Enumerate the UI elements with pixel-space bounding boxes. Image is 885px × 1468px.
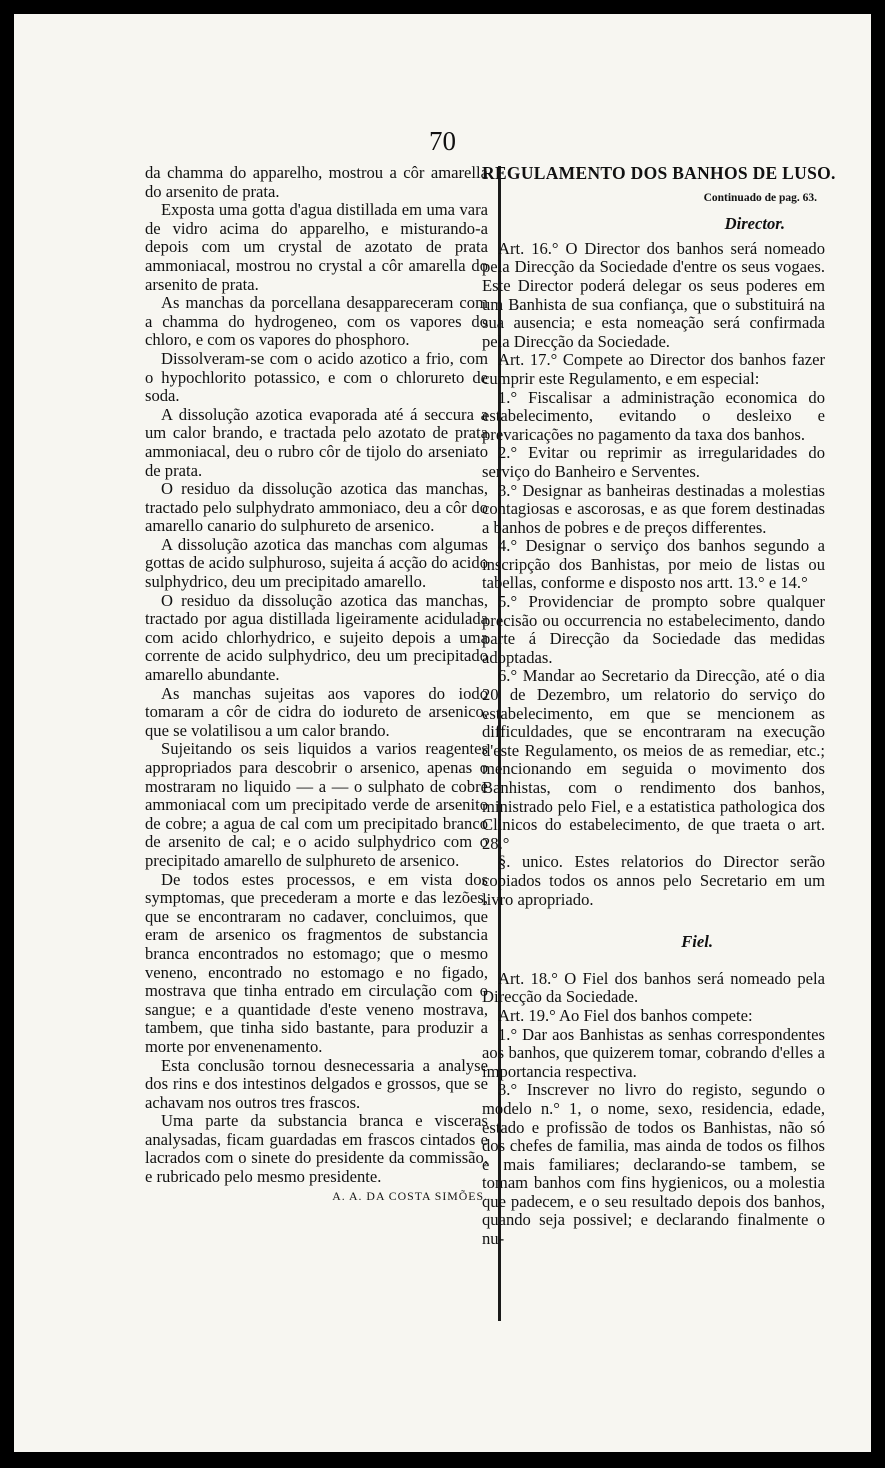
article-paragraph: Art. 16.° O Director dos banhos será nomeado pela Direcção da Sociedade d'entre os seus vogaes. Este Director poderá delegar os seus poderes em um Banhista de sua confiança, que o substituirá na sua ausencia; e esta nomeação será confirmada pela Direcção da Sociedade. — [482, 238, 825, 351]
right-column — [482, 163, 836, 1249]
article-paragraph: 1.° Dar aos Banhistas as senhas correspondentes aos banhos, que quizerem tomar, cobrando d'elles a importancia respectiva. — [482, 1024, 825, 1081]
article-paragraph: Art. 17.° Compete ao Director dos banhos fazer cumprir este Regulamento, e em especial: — [482, 350, 825, 388]
paragraph: da chamma do apparelho, mostrou a côr amarella do arsenito de prata. — [145, 163, 488, 201]
paragraph: Esta conclusão tornou desnecessaria a analyse dos rins e dos intestinos delgados e grossos, que se achavam nos outros tres frascos. — [145, 1055, 488, 1112]
paragraph: De todos estes processos, e em vista dos symptomas, que precederam a morte e das lezões, que se encontraram no cadaver, concluimos, que eram de arsenico os fragmentos de substancia branca encontrados no estomago; que o mesmo veneno, encontrado no estomago e no figado, mostrava que tinha entrado em circulação com o sangue; e a quantidade d'este veneno mostrava, tambem, que tinha sido bastante, para produzir a morte por envenenamento. — [145, 869, 488, 1056]
article-paragraph: 2.° Evitar ou reprimir as irregularidades do serviço do Banheiro e Serventes. — [482, 443, 825, 481]
paragraph: Exposta uma gotta d'agua distillada em uma vara de vidro acima do apparelho, e misturando-a depois com um crystal de azotato de prata ammoniacal, mostrou no crystal a côr amarella do arsenito de prata. — [145, 200, 488, 294]
article-paragraph: §. unico. Estes relatorios do Director serão copiados todos os annos pelo Secretario em um livro apropriado. — [482, 852, 825, 909]
article-paragraph: Art. 18.° O Fiel dos banhos será nomeado pela Direcção da Sociedade. — [482, 968, 825, 1007]
article-paragraph: 4.° Designar o serviço dos banhos segundo a inscripção dos Banhistas, por meio de listas ou tabellas, conforme e disposto nos artt. 13.° e 14.° — [482, 536, 825, 593]
article-paragraph: 1.° Fiscalisar a administração economica do estabelecimento, evitando o desleixo e prevaricações no pagamento da taxa dos banhos. — [482, 387, 825, 444]
paragraph: As manchas da porcellana desappareceram com a chamma do hydrogeneo, com os vapores do chloro, e com os vapores do phosphoro. — [145, 293, 488, 350]
article-paragraph: 5.° Providenciar de prompto sobre qualquer precisão ou occurrencia no estabelecimento, dando parte á Direcção da Sociedade das medidas adoptadas. — [482, 592, 825, 667]
paragraph: O residuo da dissolução azotica das manchas, tractado por agua distillada ligeiramente acidulada com acido chlorhydrico, e sujeito depois a uma corrente de acido sulphydrico, deu um precipitado amarello abundante. — [145, 590, 488, 685]
paragraph: O residuo da dissolução azotica das manchas, tractado pelo sulphydrato ammoniaco, deu a côr do amarello canario do sulphureto de arsenico. — [145, 479, 488, 536]
author-signature: A. A. DA COSTA SIMÕES. — [332, 1188, 488, 1203]
director-heading: Director. — [724, 214, 785, 234]
article-paragraph: 6.° Mandar ao Secretario da Direcção, até o dia 20 de Dezembro, um relatorio do serviço do estabelecimento, em que se mencionem as difficuldades, que se encontraram na execução d'este Regulamento, os meios de as remediar, etc.; mencionando em seguida o movimento dos Banhistas, com o rendimento dos banhos, ministrado pelo Fiel, e a estatistica pathologica dos Clinicos do estabelecimento, de que traeta o art. 28.° — [482, 666, 825, 853]
page-number: 70 — [429, 126, 456, 156]
paragraph: As manchas sujeitas aos vapores do iodo tomaram a côr de cidra do iodureto de arsenico, que se volatilisou a um calor brando. — [145, 683, 488, 740]
paragraph: A dissolução azotica das manchas com algumas gottas de acido sulphuroso, sujeita á acção do acido sulphydrico, deu um precipitado amarello. — [145, 534, 488, 592]
left-column — [145, 164, 488, 1205]
continued-note: Continuado de pag. 63. — [703, 191, 817, 204]
document-page — [14, 14, 871, 1452]
article-paragraph: 3.° Inscrever no livro do registo, segundo o modelo n.° 1, o nome, sexo, residencia, edade, estado e profissão de todos os Banhistas, não só dos chefes de familia, mas ainda de todos os filhos e mais familiares; declarando-se tambem, se tomam banhos com fins hygienicos, ou a molestia que padecem, e o seu resultado depois dos banhos, quando seja possivel; e declarando finalmente o nu- — [482, 1080, 825, 1249]
paragraph: A dissolução azotica evaporada até á seccura a um calor brando, e tractada pelo azotato de prata ammoniacal, deu o rubro côr de tijolo do arseniato de prata. — [145, 404, 488, 480]
fiel-heading: Fiel. — [681, 932, 713, 952]
paragraph: Dissolveram-se com o acido azotico a frio, com o hypochlorito potassico, e com o chlorureto de soda. — [145, 348, 488, 406]
paragraph: Sujeitando os seis liquidos a varios reagentes appropriados para descobrir o arsenico, apenas o mostraram no liquido — a — o sulphato de cobre ammoniacal com um precipitado verde de arsenito de cobre; a agua de cal com um precipitado branco de arsenito de cal; e o acido sulphydrico com o precipitado amarello de sulphureto de arsenico. — [145, 739, 488, 870]
paragraph: Uma parte da substancia branca e visceras analysadas, ficam guardadas em frascos cintados e lacrados com o sinete do presidente da commissão, e rubricado pelo mesmo presidente. — [145, 1111, 488, 1187]
section-title: REGULAMENTO DOS BANHOS DE LUSO. — [482, 163, 836, 183]
article-paragraph: 3.° Designar as banheiras destinadas a molestias contagiosas e ascorosas, e as que forem destinadas a banhos de pobres e de preços differentes. — [482, 480, 825, 537]
article-paragraph: Art. 19.° Ao Fiel dos banhos compete: — [498, 1005, 753, 1025]
